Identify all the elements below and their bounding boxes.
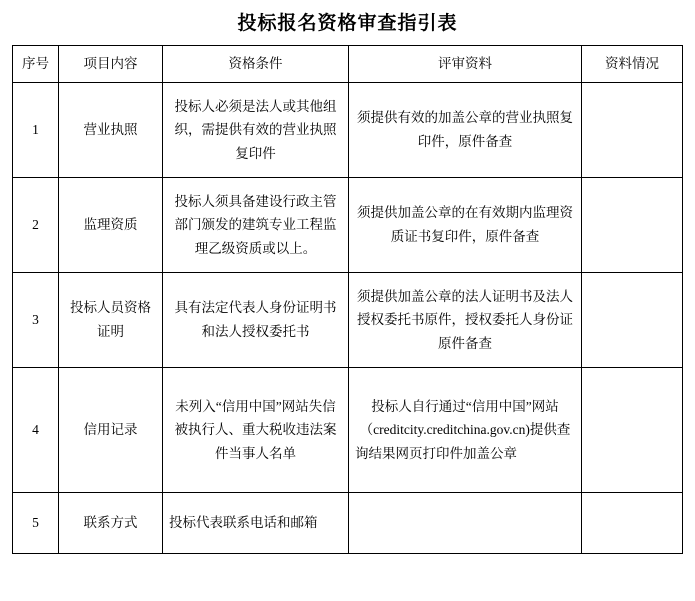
cell-status[interactable] [582,273,683,368]
cell-condition: 投标人须具备建设行政主管部门颁发的建筑专业工程监理乙级资质或以上。 [163,178,349,273]
cell-status[interactable] [582,368,683,493]
cell-review: 须提供加盖公章的法人证明书及法人授权委托书原件，授权委托人身份证原件备查 [349,273,582,368]
qualification-review-table [12,45,683,554]
cell-seq: 2 [13,178,59,273]
table-row [13,368,683,493]
cell-item: 投标人员资格证明 [59,273,163,368]
cell-item: 营业执照 [59,83,163,178]
cell-item: 信用记录 [59,368,163,493]
column-header-status: 资料情况 [582,46,683,83]
column-header-condition: 资格条件 [163,46,349,83]
cell-status[interactable] [582,83,683,178]
column-header-seq: 序号 [13,46,59,83]
cell-condition: 未列入“信用中国”网站失信被执行人、重大税收违法案件当事人名单 [163,368,349,493]
cell-item: 监理资质 [59,178,163,273]
cell-item: 联系方式 [59,493,163,554]
table-header-row [13,46,683,83]
column-header-item: 项目内容 [59,46,163,83]
table-row [13,493,683,554]
cell-condition: 具有法定代表人身份证明书和法人授权委托书 [163,273,349,368]
cell-status[interactable] [582,493,683,554]
cell-review: 投标人自行通过“信用中国”网站（creditcity.creditchina.gov.cn)提供查询结果网页打印件加盖公章 [349,368,582,493]
cell-seq: 5 [13,493,59,554]
cell-condition: 投标代表联系电话和邮箱 [163,493,349,554]
column-header-review: 评审资料 [349,46,582,83]
cell-seq: 1 [13,83,59,178]
page-title: 投标报名资格审查指引表 [237,13,458,34]
cell-review: 须提供加盖公章的在有效期内监理资质证书复印件，原件备查 [349,178,582,273]
cell-condition: 投标人必须是法人或其他组织，需提供有效的营业执照复印件 [163,83,349,178]
cell-review [349,493,582,554]
cell-status[interactable] [582,178,683,273]
table-row [13,83,683,178]
table-row [13,273,683,368]
table-row [13,178,683,273]
cell-seq: 4 [13,368,59,493]
cell-seq: 3 [13,273,59,368]
cell-review: 须提供有效的加盖公章的营业执照复印件，原件备查 [349,83,582,178]
document-page [0,8,695,601]
